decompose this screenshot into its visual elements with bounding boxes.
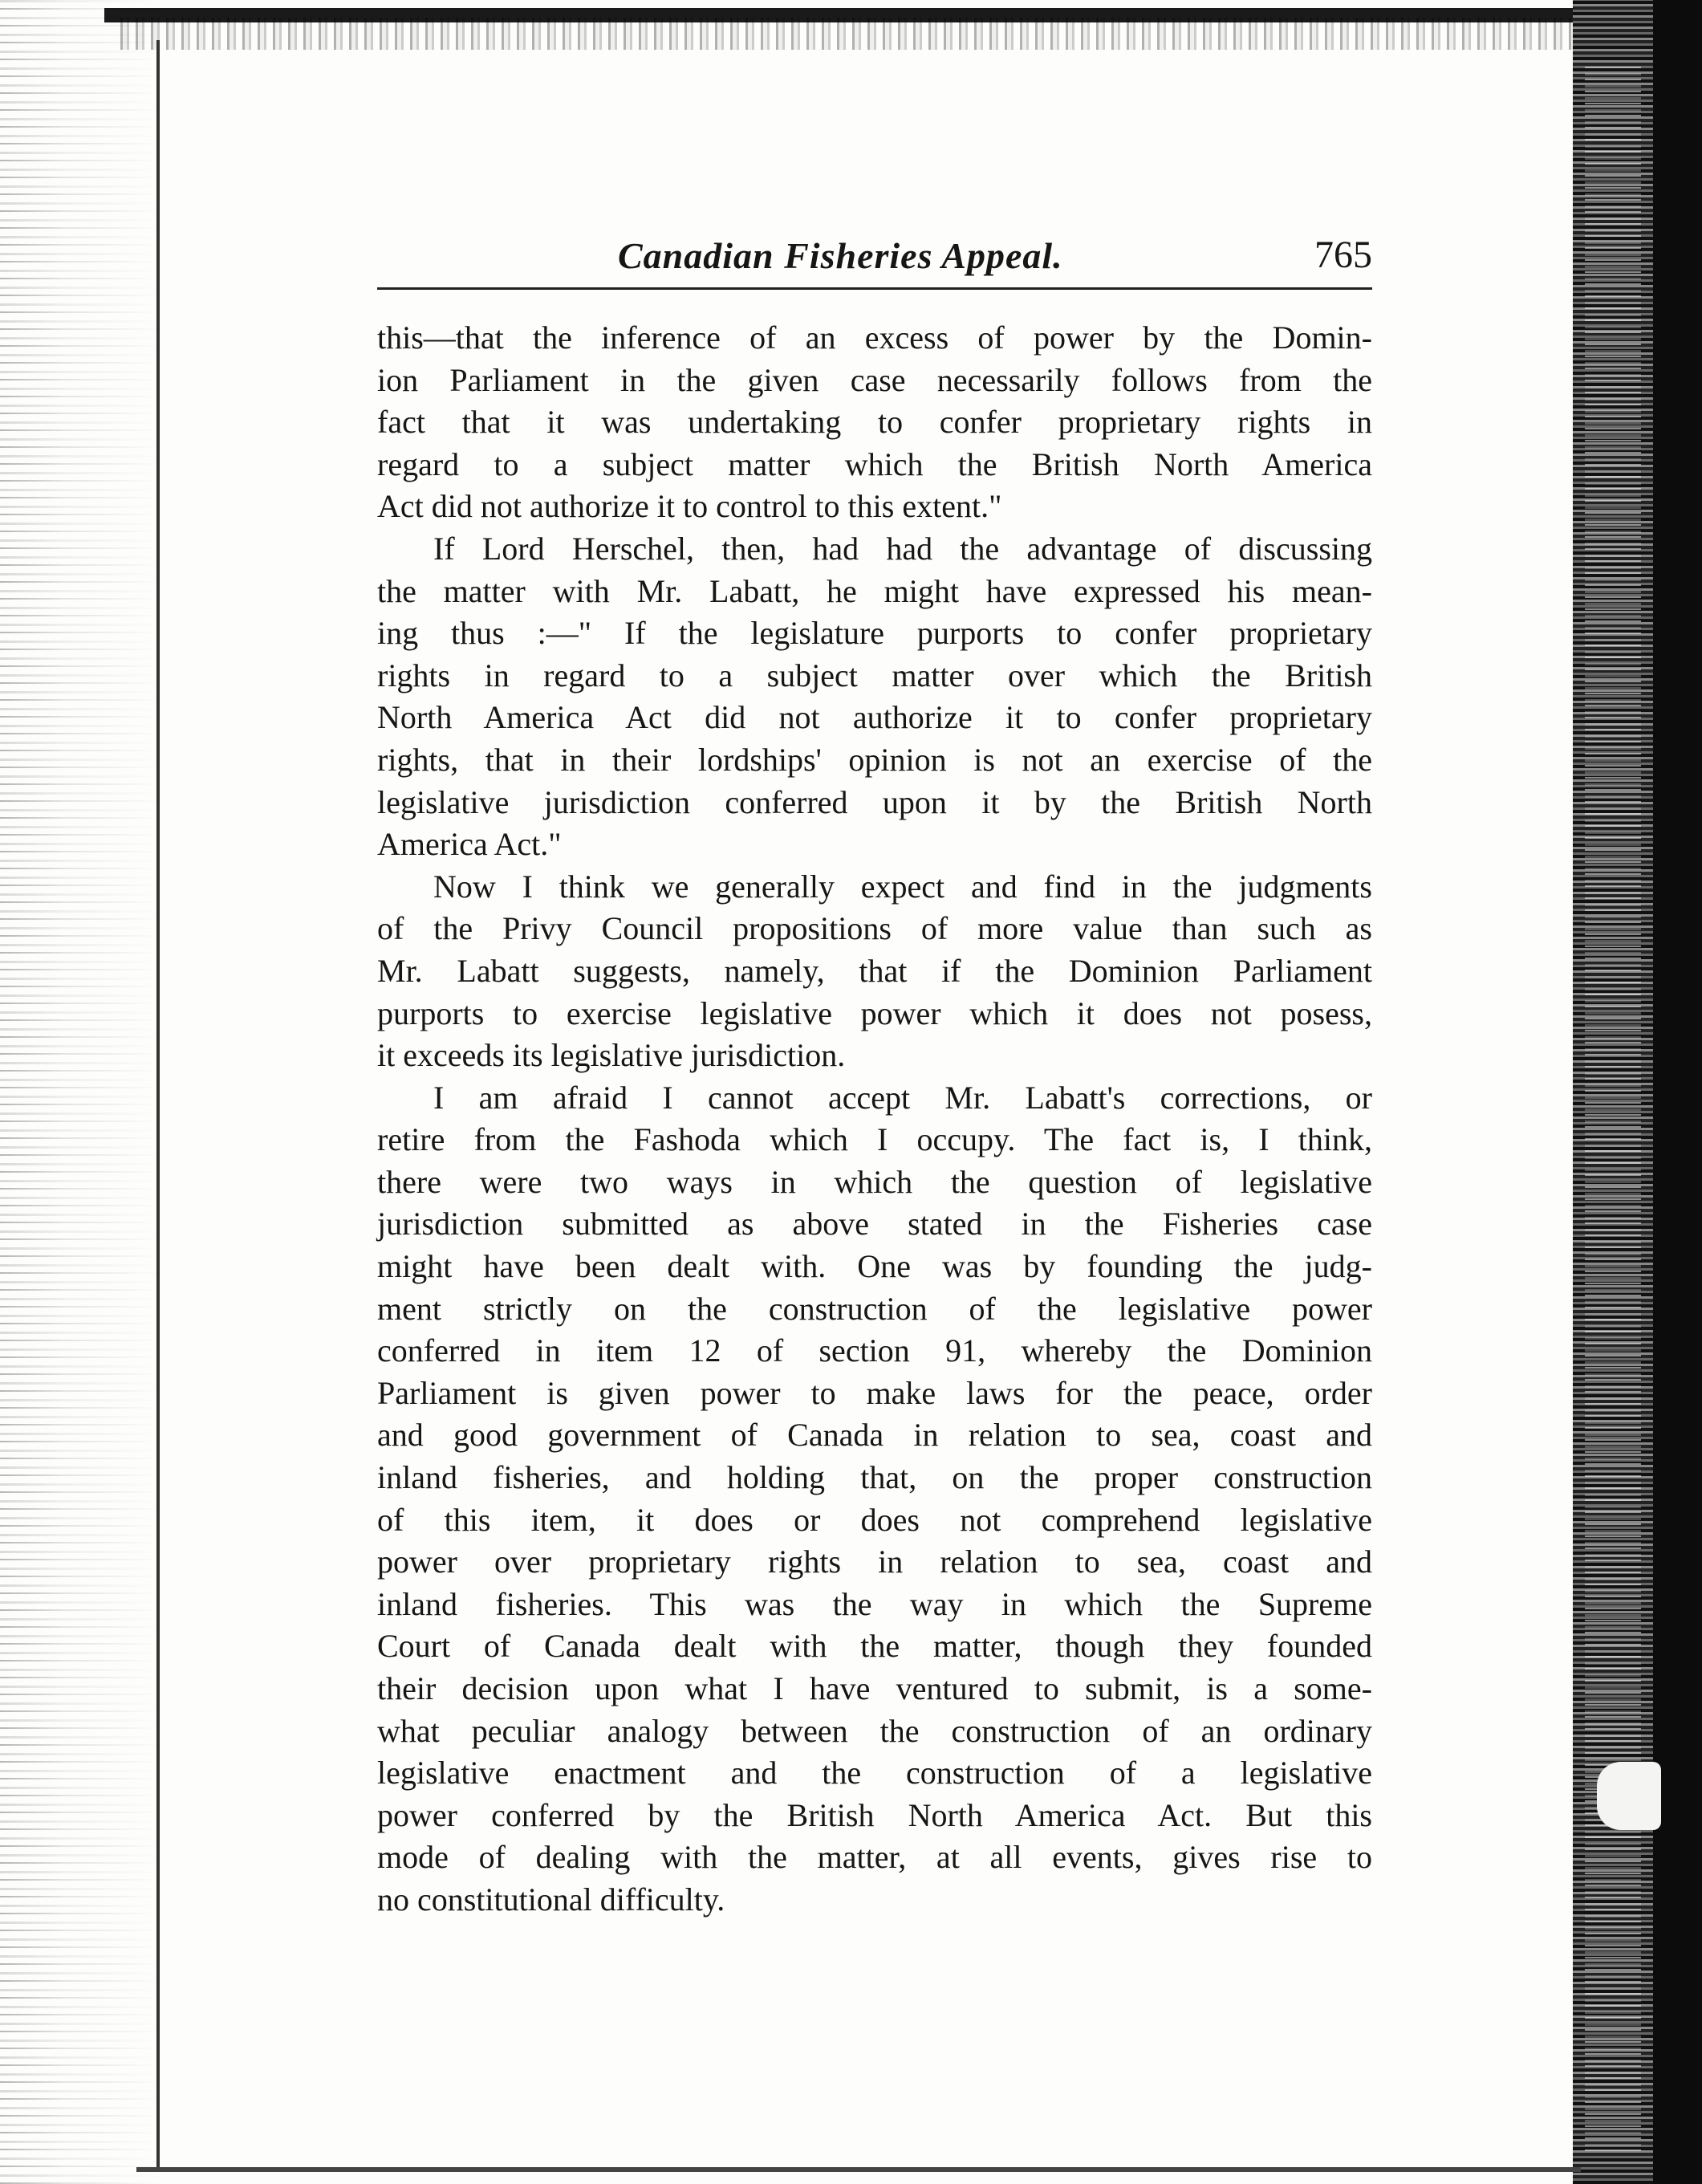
text-line: might have been dealt with. One was by founding the judg-: [377, 1248, 1372, 1285]
text-line: of this item, it does or does not comprehend legislative: [377, 1501, 1372, 1538]
text-line: America Act.": [377, 826, 562, 863]
scan-noise-right: [1585, 64, 1641, 2151]
text-line: rights, that in their lordships' opinion is not an exercise of the: [377, 741, 1372, 778]
paragraph: [377, 528, 1372, 866]
text-line: inland fisheries, and holding that, on the proper construction: [377, 1459, 1372, 1496]
page-number: 765: [1314, 234, 1372, 276]
text-line: Mr. Labatt suggests, namely, that if the Dominion Parliament: [377, 952, 1372, 989]
text-line: it exceeds its legislative jurisdiction.: [377, 1037, 846, 1074]
paragraph: [377, 1077, 1372, 1922]
running-header: [377, 230, 1372, 290]
scan-bottom-edge: [136, 2167, 1581, 2172]
text-line: If Lord Herschel, then, had had the advantage of discussing: [433, 530, 1372, 567]
text-line: inland fisheries. This was the way in which the Supreme: [377, 1585, 1372, 1622]
text-line: power conferred by the British North America Act. But this: [377, 1796, 1372, 1833]
text-line: and good government of Canada in relation to sea, coast and: [377, 1417, 1372, 1454]
scan-right-edge: [1653, 0, 1702, 2184]
text-line: Parliament is given power to make laws for the peace, order: [377, 1374, 1372, 1411]
text-line: mode of dealing with the matter, at all events, gives rise to: [377, 1839, 1372, 1876]
text-line: no constitutional difficulty.: [377, 1881, 725, 1918]
text-line: their decision upon what I have ventured to submit, is a some-: [377, 1670, 1372, 1706]
text-line: this—that the inference of an excess of power by the Domin-: [377, 319, 1372, 356]
running-header-title: Canadian Fisheries Appeal.: [618, 235, 1063, 276]
text-line: legislative enactment and the construction of a legislative: [377, 1755, 1372, 1792]
text-line: I am afraid I cannot accept Mr. Labatt's corrections, or: [433, 1079, 1372, 1116]
scan-noise-top: [120, 18, 1573, 50]
text-line: ion Parliament in the given case necessarily follows from the: [377, 361, 1372, 398]
scan-left-edge: [156, 40, 160, 2167]
text-line: fact that it was undertaking to confer proprietary rights in: [377, 404, 1372, 441]
paragraph: [377, 866, 1372, 1077]
text-line: conferred in item 12 of section 91, whereby the Dominion: [377, 1332, 1372, 1369]
text-line: there were two ways in which the question of legislative: [377, 1163, 1372, 1200]
text-line: ment strictly on the construction of the legislative power: [377, 1290, 1372, 1327]
paragraph: [377, 317, 1372, 528]
text-line: jurisdiction submitted as above stated in the Fisheries case: [377, 1206, 1372, 1242]
text-line: legislative jurisdiction conferred upon it by the British North: [377, 783, 1372, 820]
text-line: rights in regard to a subject matter over which the British: [377, 657, 1372, 693]
text-line: power over proprietary rights in relation to sea, coast and: [377, 1543, 1372, 1580]
text-line: of the Privy Council propositions of more value than such as: [377, 910, 1372, 947]
page-tab: [1597, 1762, 1661, 1830]
text-line: North America Act did not authorize it to confer proprietary: [377, 699, 1372, 736]
text-line: Act did not authorize it to control to this extent.": [377, 488, 1002, 525]
text-line: Now I think we generally expect and find in the judgments: [433, 868, 1372, 905]
text-line: Court of Canada dealt with the matter, though they founded: [377, 1628, 1372, 1665]
body-text: [377, 317, 1372, 1922]
text-line: the matter with Mr. Labatt, he might have expressed his mean-: [377, 572, 1372, 609]
text-line: regard to a subject matter which the British North America: [377, 445, 1372, 482]
scan-noise-left: [0, 0, 160, 2184]
text-line: ing thus :—" If the legislature purports to confer proprietary: [377, 615, 1372, 652]
text-line: retire from the Fashoda which I occupy. The fact is, I think,: [377, 1121, 1372, 1158]
text-line: purports to exercise legislative power which it does not posess,: [377, 994, 1372, 1031]
text-line: what peculiar analogy between the construction of an ordinary: [377, 1712, 1372, 1749]
